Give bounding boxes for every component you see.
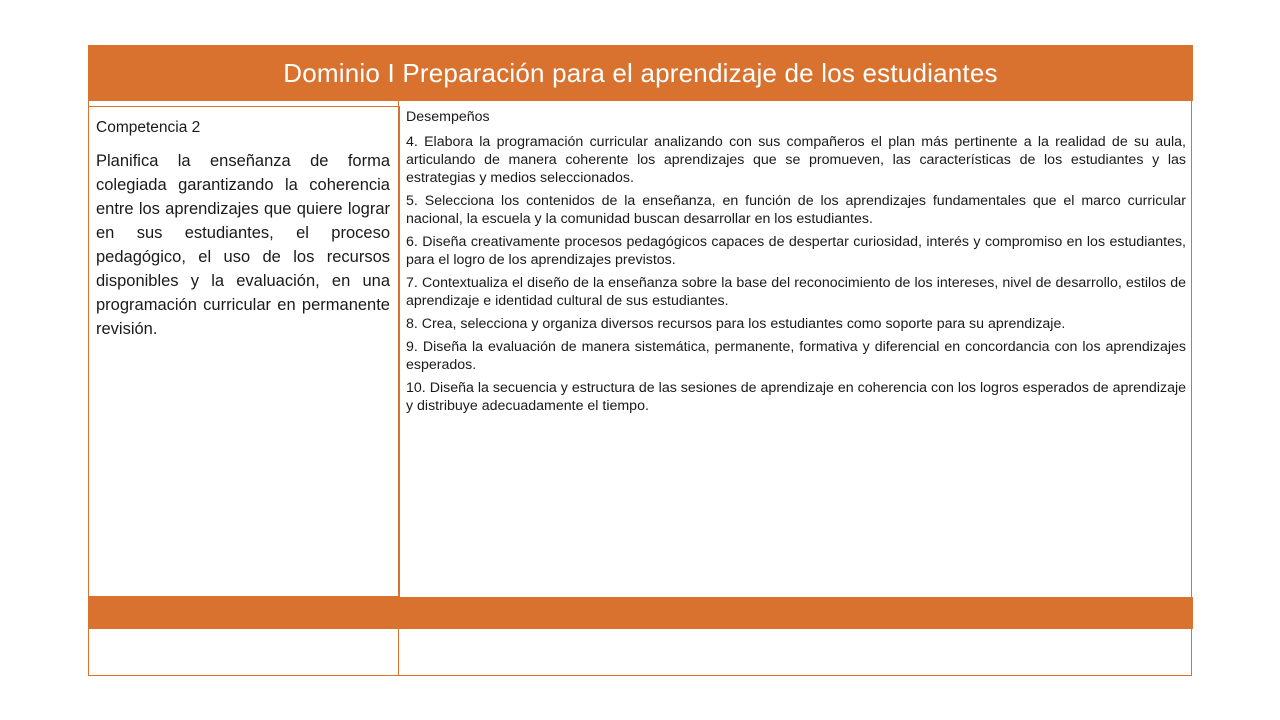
competencia-text: Planifica la enseñanza de forma colegiada garantizando la coherencia entre los aprendizajes que quiere lograr en sus estudiantes, el proceso pedagógico, el uso de los recursos disponibles y la evaluación, en una programación curricular en permanente revisión. <box>96 152 390 338</box>
competencia-cell <box>88 106 400 597</box>
desempeno-item: 6. Diseña creativamente procesos pedagógicos capaces de despertar curiosidad, interés y compromiso en los estudiantes, para el logro de los aprendizajes previstos. <box>406 234 1186 268</box>
desempeno-item: 9. Diseña la evaluación de manera sistemática, permanente, formativa y diferencial en concordancia con los aprendizajes esperados. <box>406 339 1186 373</box>
desempeno-item: 5. Selecciona los contenidos de la enseñanza, en función de los aprendizajes fundamentales que el marco curricular nacional, la escuela y la comunidad buscan desarrollar en los estudiantes. <box>406 193 1186 227</box>
header-title: Dominio I Preparación para el aprendizaje de los estudiantes <box>283 57 998 88</box>
desempenos-title: Desempeños <box>406 109 490 125</box>
table-header <box>88 45 1193 101</box>
competencia-title: Competencia 2 <box>96 119 201 136</box>
desempeno-item: 7. Contextualiza el diseño de la enseñanza sobre la base del reconocimiento de los intereses, nivel de desarrollo, estilos de aprendizaje e identidad cultural de sus estudiantes. <box>406 275 1186 309</box>
desempeno-item: 8. Crea, selecciona y organiza diversos recursos para los estudiantes como soporte para su aprendizaje. <box>406 316 1066 332</box>
desempeno-item: 10. Diseña la secuencia y estructura de las sesiones de aprendizaje en coherencia con los logros esperados de aprendizaje y distribuye adecuadamente el tiempo. <box>406 380 1186 414</box>
desempeno-item: 4. Elabora la programación curricular analizando con sus compañeros el plan más pertinente a la realidad de su aula, articulando de manera coherente los aprendizajes que se promueven, las características de los estudiantes y las estrategias y medios seleccionados. <box>406 134 1186 186</box>
footer-bar <box>88 597 1193 629</box>
desempenos-cell <box>399 101 1192 597</box>
